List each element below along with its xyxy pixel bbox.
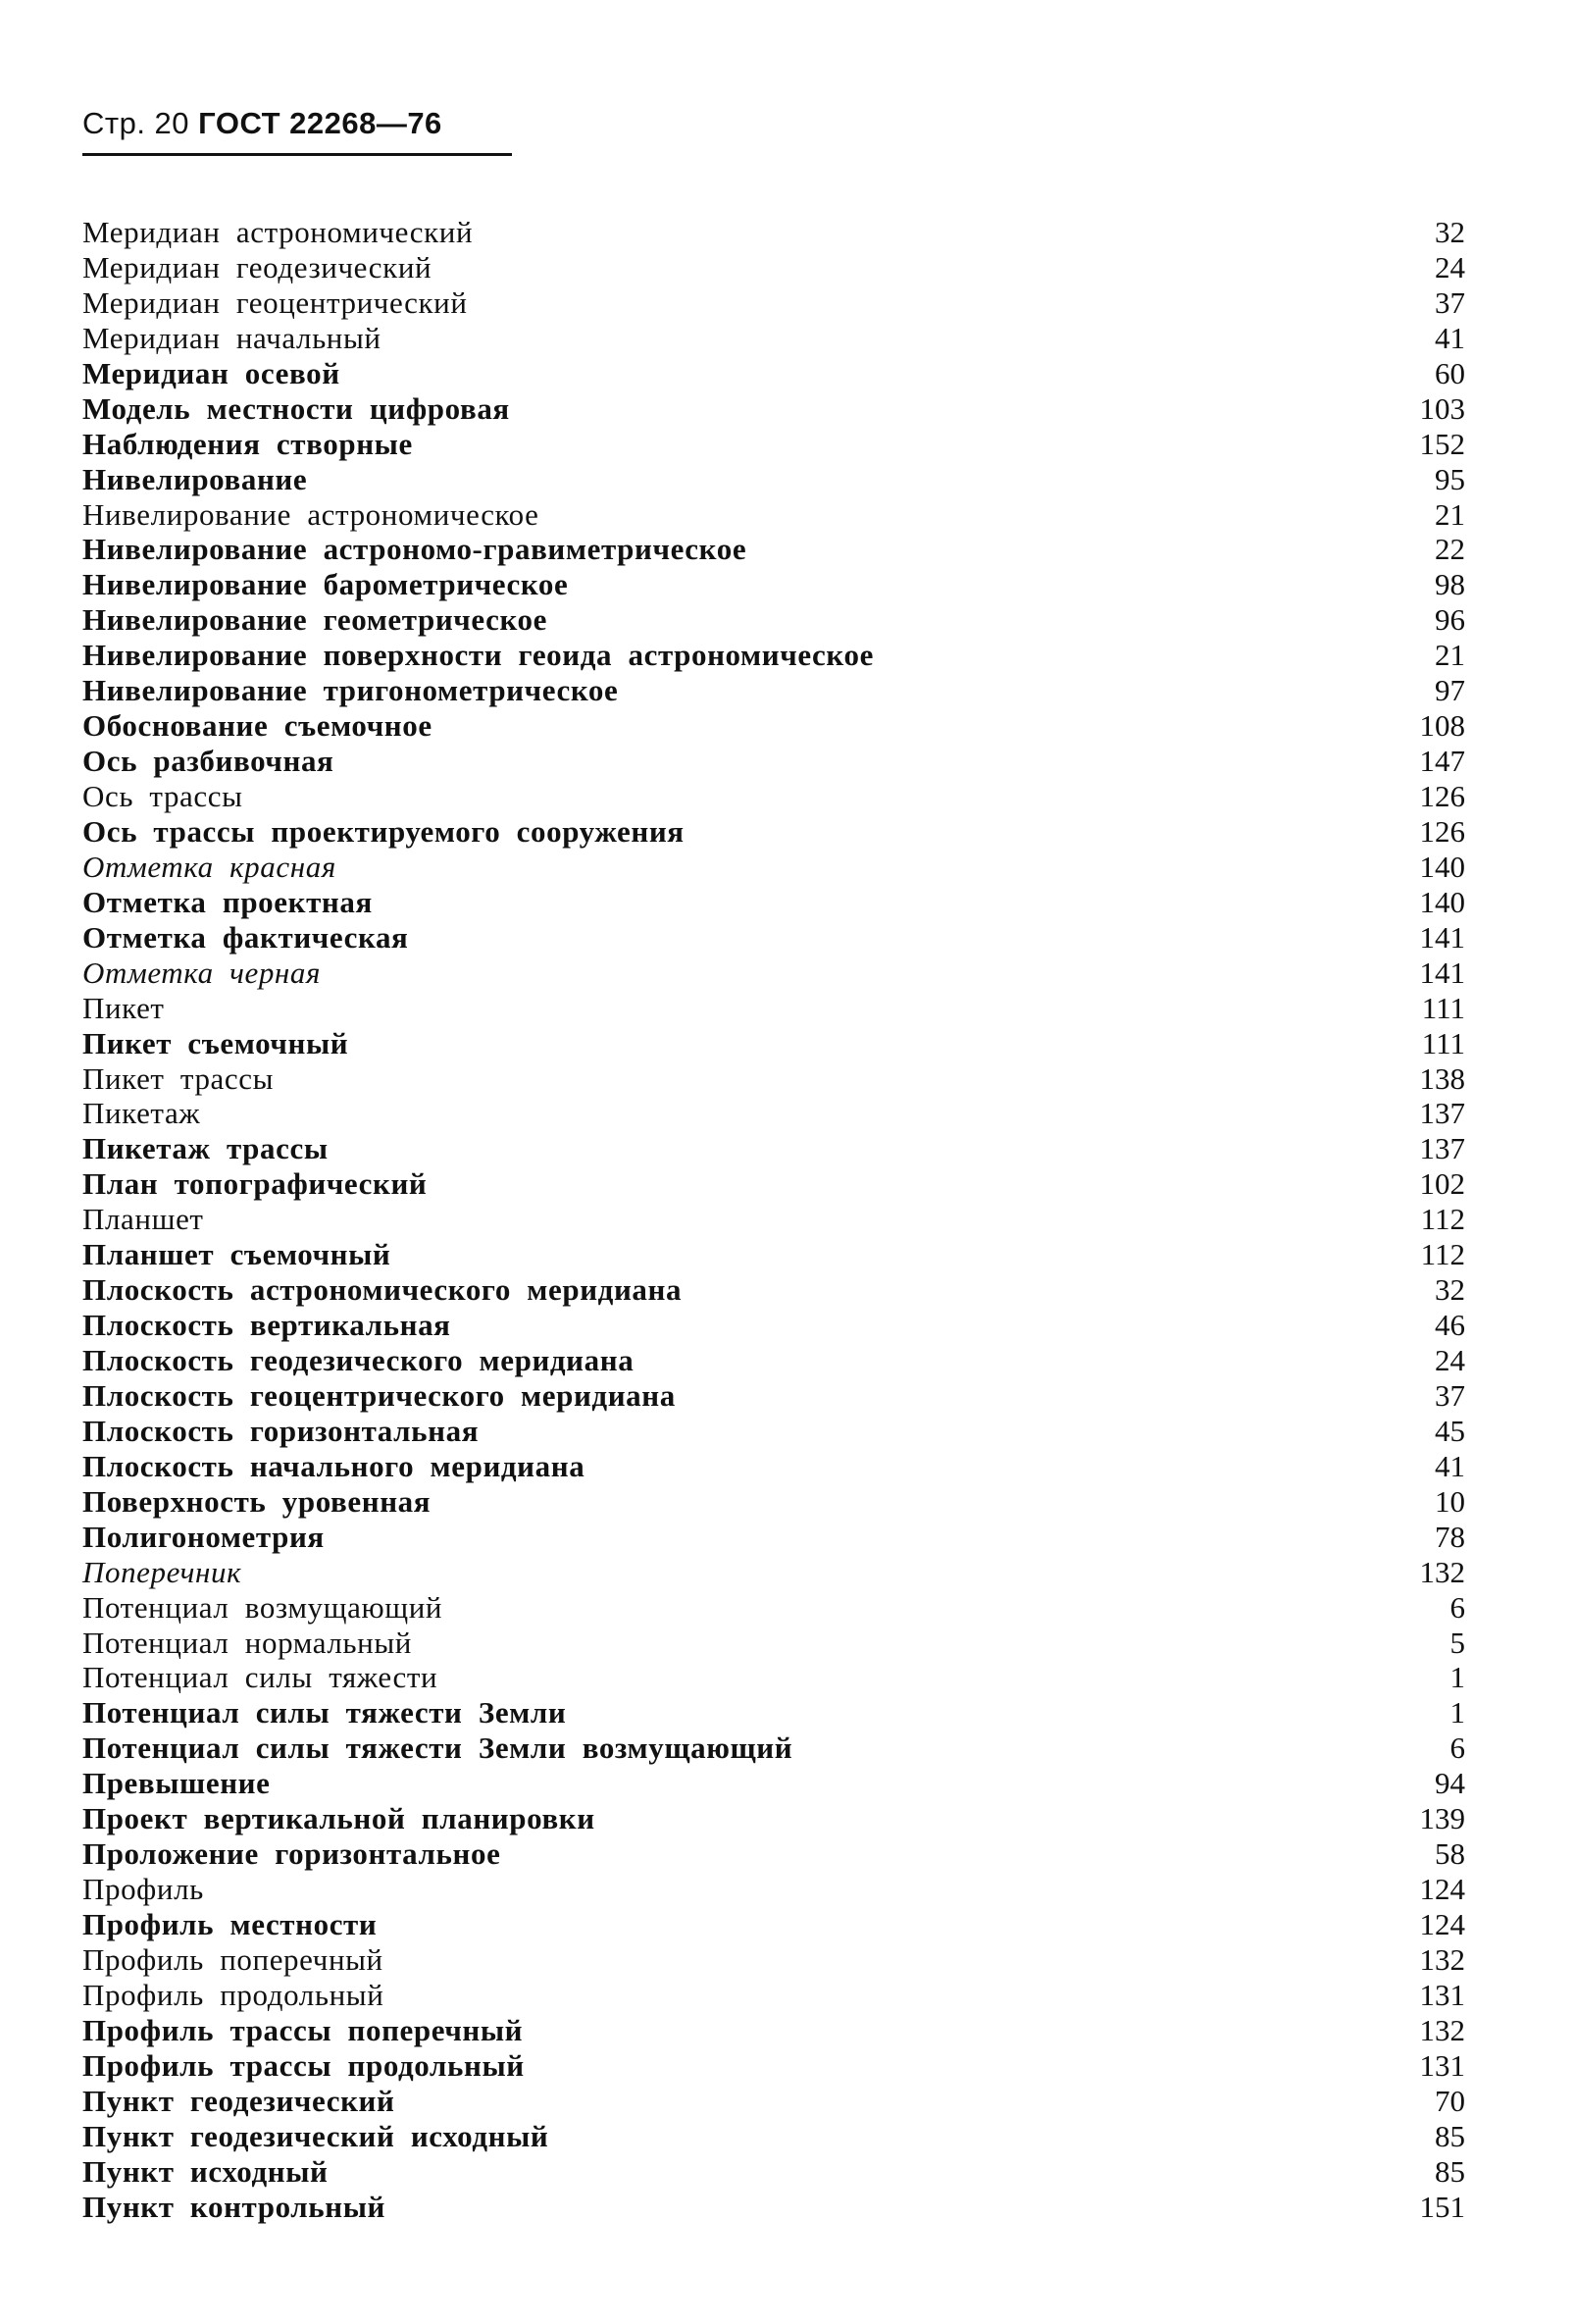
index-entry (82, 1026, 1465, 1061)
index-entry (82, 462, 1465, 497)
index-page-number: 111 (1421, 1025, 1465, 1060)
index-entry (82, 1166, 1465, 1202)
index-entry (82, 1695, 1465, 1730)
index-page-number: 32 (1435, 1272, 1465, 1308)
index-page-number: 137 (1419, 1131, 1465, 1166)
index-term: Планшет съемочный (82, 1237, 391, 1272)
index-term: Меридиан осевой (82, 355, 340, 390)
header-underline (82, 153, 512, 156)
index-page-number: 111 (1421, 990, 1465, 1025)
index-entry (82, 532, 1465, 567)
index-term: Профиль трассы продольный (82, 2047, 525, 2083)
index-term: Потенциал силы тяжести (82, 1660, 438, 1695)
index-term: Пункт геодезический исходный (82, 2118, 549, 2153)
index-page-number: 6 (1449, 1589, 1465, 1625)
index-entry (82, 391, 1465, 427)
index-page-number: 112 (1420, 1202, 1465, 1237)
index-entry (82, 1202, 1465, 1237)
index-page-number: 96 (1435, 602, 1465, 638)
index-term: Отметка красная (82, 849, 336, 884)
index-term: Профиль трассы поперечный (82, 2012, 524, 2047)
index-page-number: 139 (1419, 1801, 1465, 1836)
index-entry (82, 356, 1465, 391)
index-page-number: 138 (1419, 1060, 1465, 1096)
index-page-number: 32 (1435, 215, 1465, 249)
index-entry (82, 2048, 1465, 2084)
index-term: Меридиан геоцентрический (82, 284, 468, 320)
index-term: Превышение (82, 1766, 271, 1801)
index-entry (82, 1414, 1465, 1449)
index-page-number: 21 (1435, 638, 1465, 673)
index-term: Проложение горизонтальное (82, 1836, 501, 1872)
index-term: Плоскость горизонтальная (82, 1413, 480, 1448)
index-page-number: 147 (1419, 744, 1465, 779)
index-page-number: 1 (1449, 1660, 1465, 1695)
index-page-number: 22 (1435, 532, 1465, 567)
index-term: Пикетаж (82, 1096, 201, 1131)
index-entry (82, 920, 1465, 955)
index-entry (82, 497, 1465, 533)
index-term: Пикет съемочный (82, 1025, 349, 1060)
index-term: Пункт исходный (82, 2153, 329, 2189)
index-page-number: 97 (1435, 673, 1465, 708)
index-term: Профиль (82, 1872, 204, 1907)
index-term: Ось трассы (82, 779, 243, 813)
index-entry (82, 708, 1465, 744)
index-page-number: 10 (1435, 1483, 1465, 1519)
index-page-number: 94 (1435, 1766, 1465, 1801)
index-entry (82, 1978, 1465, 2013)
index-entry (82, 567, 1465, 602)
index-page-number: 132 (1419, 1941, 1465, 1977)
index-term: Потенциал силы тяжести Земли возмущающий (82, 1730, 793, 1766)
index-entry (82, 427, 1465, 462)
index-page-number: 70 (1435, 2083, 1465, 2118)
index-term: Отметка проектная (82, 884, 373, 919)
index-term: Нивелирование астрономо-гравиметрическое (82, 532, 747, 567)
index-entry (82, 1660, 1465, 1695)
index-entry (82, 1872, 1465, 1907)
index-page-number: 45 (1435, 1413, 1465, 1448)
index-entry (82, 1449, 1465, 1484)
index-term: Пикет (82, 990, 165, 1025)
index-entry (82, 250, 1465, 285)
index-entry (82, 1484, 1465, 1520)
index-page-number: 46 (1435, 1308, 1465, 1343)
index-term: Профиль местности (82, 1907, 378, 1941)
index-entry (82, 321, 1465, 356)
index-page-number: 151 (1419, 2189, 1465, 2224)
index-entry (82, 991, 1465, 1026)
index-term: План топографический (82, 1166, 428, 1202)
page-number-label: Стр. 20 (82, 106, 190, 140)
index-page-number: 85 (1435, 2153, 1465, 2189)
index-page-number: 140 (1419, 884, 1465, 919)
index-term: Профиль продольный (82, 1977, 384, 2012)
index-page-number: 78 (1435, 1519, 1465, 1554)
index-term: Полигонометрия (82, 1519, 325, 1554)
index-term: Нивелирование барометрическое (82, 567, 569, 602)
index-page-number: 5 (1449, 1625, 1465, 1660)
index-term: Плоскость начального меридиана (82, 1448, 585, 1483)
index-page-number: 1 (1449, 1695, 1465, 1730)
index-term: Планшет (82, 1202, 204, 1237)
index-page-number: 41 (1435, 1448, 1465, 1483)
index-entry (82, 285, 1465, 321)
index-entry (82, 2190, 1465, 2225)
index-page-number: 124 (1419, 1907, 1465, 1941)
index-page-number: 132 (1419, 1554, 1465, 1589)
index-entry (82, 1766, 1465, 1801)
index-page-number: 152 (1419, 426, 1465, 461)
index-entry (82, 1907, 1465, 1942)
index-entry (82, 850, 1465, 885)
index-term: Меридиан астрономический (82, 215, 474, 249)
index-term: Потенциал возмущающий (82, 1589, 443, 1625)
term-index-list (82, 215, 1465, 2224)
index-page-number: 131 (1419, 1977, 1465, 2012)
index-page-number: 98 (1435, 567, 1465, 602)
index-entry (82, 955, 1465, 991)
index-page-number: 141 (1419, 955, 1465, 990)
index-entry (82, 1343, 1465, 1378)
index-page-number: 124 (1419, 1872, 1465, 1907)
index-term: Поперечник (82, 1554, 242, 1589)
index-term: Обоснование съемочное (82, 708, 432, 744)
index-page-number: 24 (1435, 249, 1465, 284)
page-header (82, 106, 442, 141)
index-page-number: 58 (1435, 1836, 1465, 1872)
index-page-number: 37 (1435, 284, 1465, 320)
index-term: Модель местности цифровая (82, 390, 510, 426)
index-entry (82, 1378, 1465, 1414)
index-page-number: 132 (1419, 2012, 1465, 2047)
index-page-number: 141 (1419, 919, 1465, 955)
index-entry (82, 1555, 1465, 1590)
index-entry (82, 779, 1465, 814)
index-entry (82, 215, 1465, 250)
index-term: Проект вертикальной планировки (82, 1801, 595, 1836)
index-entry (82, 1061, 1465, 1097)
index-entry (82, 1836, 1465, 1872)
index-term: Пункт геодезический (82, 2083, 395, 2118)
index-term: Потенциал нормальный (82, 1625, 412, 1660)
index-page-number: 102 (1419, 1166, 1465, 1202)
index-page-number: 126 (1419, 779, 1465, 813)
index-entry (82, 1131, 1465, 1166)
index-term: Плоскость вертикальная (82, 1308, 451, 1343)
index-entry (82, 814, 1465, 850)
index-entry (82, 1237, 1465, 1272)
index-term: Отметка фактическая (82, 919, 409, 955)
index-term: Нивелирование геометрическое (82, 602, 547, 638)
index-entry (82, 885, 1465, 920)
index-entry (82, 1520, 1465, 1555)
index-page-number: 103 (1419, 390, 1465, 426)
index-page-number: 24 (1435, 1343, 1465, 1377)
index-page-number: 108 (1419, 708, 1465, 744)
index-term: Плоскость геоцентрического меридиана (82, 1377, 676, 1413)
index-page-number: 37 (1435, 1377, 1465, 1413)
index-page-number: 112 (1420, 1237, 1465, 1272)
index-page-number: 41 (1435, 320, 1465, 355)
index-term: Наблюдения створные (82, 426, 413, 461)
index-entry (82, 638, 1465, 673)
index-term: Ось разбивочная (82, 744, 334, 779)
index-entry (82, 2154, 1465, 2190)
index-term: Плоскость астрономического меридиана (82, 1272, 683, 1308)
index-entry (82, 1730, 1465, 1766)
index-entry (82, 1626, 1465, 1661)
index-term: Пикет трассы (82, 1060, 275, 1096)
index-entry (82, 2119, 1465, 2154)
index-page-number: 60 (1435, 355, 1465, 390)
standard-designation: ГОСТ 22268—76 (198, 106, 442, 140)
index-term: Потенциал силы тяжести Земли (82, 1695, 567, 1730)
index-term: Нивелирование (82, 461, 308, 496)
index-page-number: 21 (1435, 496, 1465, 532)
index-page-number: 131 (1419, 2047, 1465, 2083)
index-entry (82, 1801, 1465, 1836)
index-entry (82, 602, 1465, 638)
index-entry (82, 1308, 1465, 1343)
index-page-number: 126 (1419, 813, 1465, 849)
index-term: Пункт контрольный (82, 2189, 385, 2224)
index-term: Нивелирование астрономическое (82, 496, 539, 532)
index-page-number: 95 (1435, 461, 1465, 496)
index-term: Пикетаж трассы (82, 1131, 329, 1166)
index-term: Плоскость геодезического меридиана (82, 1343, 635, 1377)
index-term: Нивелирование поверхности геоида астрономическое (82, 638, 874, 673)
index-term: Нивелирование тригонометрическое (82, 673, 619, 708)
index-page-number: 6 (1449, 1730, 1465, 1766)
index-term: Поверхность уровенная (82, 1483, 432, 1519)
index-entry (82, 673, 1465, 708)
index-entry (82, 1942, 1465, 1978)
index-term: Отметка черная (82, 955, 322, 990)
index-term: Профиль поперечный (82, 1941, 383, 1977)
index-page-number: 137 (1419, 1096, 1465, 1131)
index-term: Ось трассы проектируемого сооружения (82, 813, 685, 849)
index-page-number: 85 (1435, 2118, 1465, 2153)
index-entry (82, 1590, 1465, 1626)
index-term: Меридиан геодезический (82, 249, 432, 284)
index-entry (82, 2013, 1465, 2048)
index-entry (82, 1096, 1465, 1131)
index-entry (82, 1272, 1465, 1308)
index-term: Меридиан начальный (82, 320, 381, 355)
index-page-number: 140 (1419, 849, 1465, 884)
index-entry (82, 744, 1465, 779)
index-entry (82, 2084, 1465, 2119)
